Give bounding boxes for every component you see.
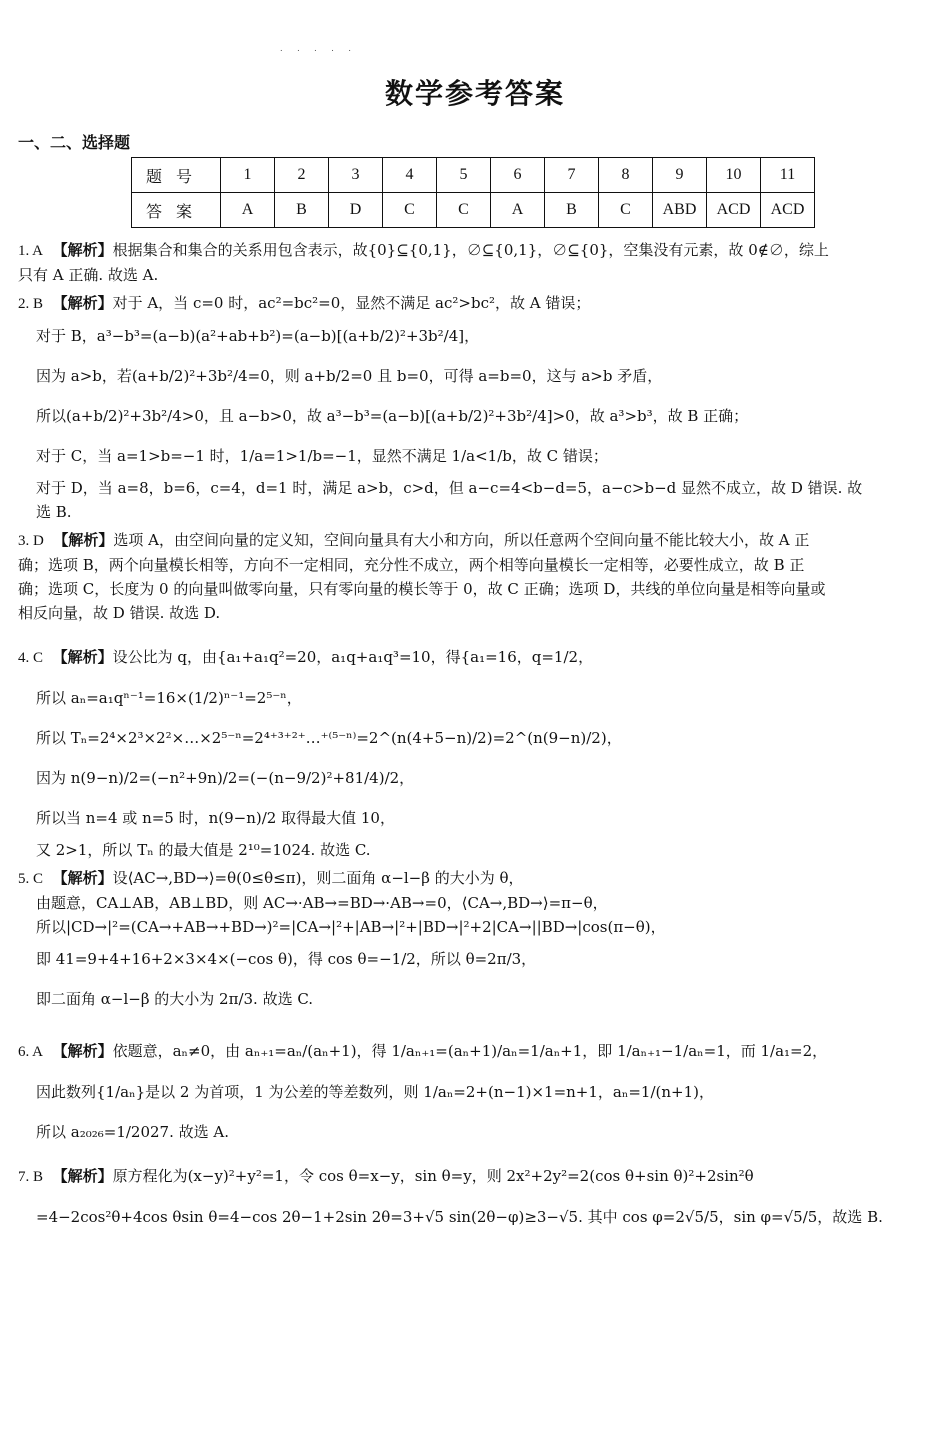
analysis-tag: 【解析】 xyxy=(52,241,113,259)
solution-text: 对于 B，a³−b³=(a−b)(a²+ab+b²)=(a−b)[(a+b/2)²+3b²/4]， xyxy=(36,327,480,345)
question-head: 1. A xyxy=(18,243,44,259)
question-number: 4 xyxy=(383,158,437,193)
solution-text: 所以|CD→|²=(CA→+AB→+BD→)²=|CA→|²+|AB→|²+|BD→|²+2|CA→||BD→|cos(π−θ)， xyxy=(36,918,666,936)
row-label-question: 题号 xyxy=(132,158,221,193)
solution-text: 只有 A 正确. 故选 A. xyxy=(18,266,159,284)
solution-text: 根据集合和集合的关系用包含表示，故{0}⊆{0,1}，∅⊆{0,1}，∅⊆{0}，空集没有元素，故 0∉∅，综上 xyxy=(112,241,829,259)
solutions xyxy=(18,238,936,1241)
answer-cell: D xyxy=(329,193,383,228)
solution-text: 对于 D，当 a=8，b=6，c=4，d=1 时，满足 a>b，c>d，但 a−c=4<b−d=5，a−c>b−d 显然不成立，故 D 错误. 故 xyxy=(36,479,863,497)
solution-text: 所以 aₙ=a₁qⁿ⁻¹=16×(1/2)ⁿ⁻¹=2⁵⁻ⁿ， xyxy=(36,689,302,707)
solution-text: 因为 a>b，若(a+b/2)²+3b²/4=0，则 a+b/2=0 且 b=0，可得 a=b=0，这与 a>b 矛盾， xyxy=(36,367,663,385)
question-head: 3. D xyxy=(18,533,44,549)
question-head: 7. B xyxy=(18,1169,44,1185)
table-row xyxy=(132,193,815,228)
question-number: 2 xyxy=(275,158,329,193)
question-head: 4. C xyxy=(18,650,44,666)
analysis-tag: 【解析】 xyxy=(52,1042,113,1060)
solution-text: 因为 n(9−n)/2=(−n²+9n)/2=(−(n−9/2)²+81/4)/2， xyxy=(36,769,415,787)
analysis-tag: 【解析】 xyxy=(52,1167,113,1185)
solution-text: 原方程化为(x−y)²+y²=1，令 cos θ=x−y，sin θ=y，则 2x²+2y²=2(cos θ+sin θ)²+2sin²θ xyxy=(112,1167,754,1185)
question-number: 1 xyxy=(221,158,275,193)
row-label-answer: 答案 xyxy=(132,193,221,228)
solution-text: 所以当 n=4 或 n=5 时，n(9−n)/2 取得最大值 10， xyxy=(36,809,395,827)
answer-cell: B xyxy=(545,193,599,228)
solution-q1 xyxy=(18,238,936,287)
question-head: 2. B xyxy=(18,296,44,312)
question-number: 6 xyxy=(491,158,545,193)
solution-text: 对于 A，当 c=0 时，ac²=bc²=0，显然不满足 ac²>bc²，故 A 错误； xyxy=(112,294,591,312)
solution-text: 选 B. xyxy=(36,503,72,521)
answer-cell: ACD xyxy=(761,193,815,228)
solution-text: 即 41=9+4+16+2×3×4×(−cos θ)，得 cos θ=−1/2，所以 θ=2π/3， xyxy=(36,950,537,968)
solution-text: 确；选项 C，长度为 0 的向量叫做零向量，只有零向量的模长等于 0，故 C 正确；选项 D，共线的单位向量是相等向量或 xyxy=(18,580,826,598)
solution-q3 xyxy=(18,528,936,625)
solution-text: 所以(a+b/2)²+3b²/4>0，且 a−b>0，故 a³−b³=(a−b)[(a+b/2)²+3b²/4]>0，故 a³>b³，故 B 正确； xyxy=(36,407,749,425)
question-number: 3 xyxy=(329,158,383,193)
solution-q6 xyxy=(18,1031,936,1152)
solution-text: 因此数列{1/aₙ}是以 2 为首项，1 为公差的等差数列，则 1/aₙ=2+(n−1)×1=n+1，aₙ=1/(n+1)， xyxy=(36,1083,714,1101)
question-head: 6. A xyxy=(18,1044,44,1060)
question-number: 5 xyxy=(437,158,491,193)
solution-q4 xyxy=(18,637,936,862)
question-number: 8 xyxy=(599,158,653,193)
solution-text: 相反向量，故 D 错误. 故选 D. xyxy=(18,604,221,622)
solution-text: 对于 C，当 a=1>b=−1 时，1/a=1>1/b=−1，显然不满足 1/a<1/b，故 C 错误； xyxy=(36,447,608,465)
question-number: 11 xyxy=(761,158,815,193)
analysis-tag: 【解析】 xyxy=(53,531,114,549)
solution-text: 确；选项 B，两个向量模长相等，方向不一定相同，充分性不成立，两个相等向量模长一定相等，必要性成立，故 B 正 xyxy=(18,556,805,574)
question-number: 10 xyxy=(707,158,761,193)
solution-text: 选项 A，由空间向量的定义知，空间向量具有大小和方向，所以任意两个空间向量不能比较大小，故 A 正 xyxy=(113,531,810,549)
solution-text: 设公比为 q，由{a₁+a₁q²=20，a₁q+a₁q³=10，得{a₁=16，q=1/2， xyxy=(112,648,594,666)
solution-q2 xyxy=(18,291,936,524)
solution-text: 即二面角 α−l−β 的大小为 2π/3. 故选 C. xyxy=(36,990,314,1008)
header-dots: . . . . . xyxy=(280,44,357,53)
analysis-tag: 【解析】 xyxy=(52,869,113,887)
question-head: 5. C xyxy=(18,871,44,887)
solution-text: 依题意，aₙ≠0，由 aₙ₊₁=aₙ/(aₙ+1)，得 1/aₙ₊₁=(aₙ+1)/aₙ=1/aₙ+1，即 1/aₙ₊₁−1/aₙ=1，而 1/a₁=2， xyxy=(112,1042,828,1060)
question-number: 7 xyxy=(545,158,599,193)
solution-text: 由题意，CA⊥AB，AB⊥BD，则 AC→·AB→=BD→·AB→=0，⟨CA→,BD→⟩=π−θ， xyxy=(36,894,608,912)
table-row xyxy=(132,158,815,193)
section-heading: 一、二、选择题 xyxy=(18,133,131,152)
solution-text: =4−2cos²θ+4cos θsin θ=4−cos 2θ−1+2sin 2θ=3+√5 sin(2θ−φ)≥3−√5. 其中 cos φ=2√5/5，sin φ=√5/5，故选 B. xyxy=(36,1208,883,1226)
analysis-tag: 【解析】 xyxy=(52,648,113,666)
answer-cell: C xyxy=(599,193,653,228)
answer-cell: C xyxy=(383,193,437,228)
solution-q5 xyxy=(18,866,936,1019)
answer-cell: ACD xyxy=(707,193,761,228)
question-number: 9 xyxy=(653,158,707,193)
solution-q7 xyxy=(18,1156,936,1237)
answer-cell: ABD xyxy=(653,193,707,228)
solution-text: 设⟨AC→,BD→⟩=θ(0≤θ≤π)，则二面角 α−l−β 的大小为 θ， xyxy=(112,869,524,887)
answer-cell: A xyxy=(491,193,545,228)
analysis-tag: 【解析】 xyxy=(52,294,113,312)
answer-table xyxy=(131,157,815,228)
solution-text: 所以 a₂₀₂₆=1/2027. 故选 A. xyxy=(36,1123,230,1141)
page-title: 数学参考答案 xyxy=(384,77,565,110)
answer-cell: A xyxy=(221,193,275,228)
answer-cell: B xyxy=(275,193,329,228)
solution-text: 又 2>1，所以 Tₙ 的最大值是 2¹⁰=1024. 故选 C. xyxy=(36,841,371,859)
answer-cell: C xyxy=(437,193,491,228)
solution-text: 所以 Tₙ=2⁴×2³×2²×…×2⁵⁻ⁿ=2⁴⁺³⁺²⁺…⁺⁽⁵⁻ⁿ⁾=2^(n(4+5−n)/2)=2^(n(9−n)/2)， xyxy=(36,729,622,747)
